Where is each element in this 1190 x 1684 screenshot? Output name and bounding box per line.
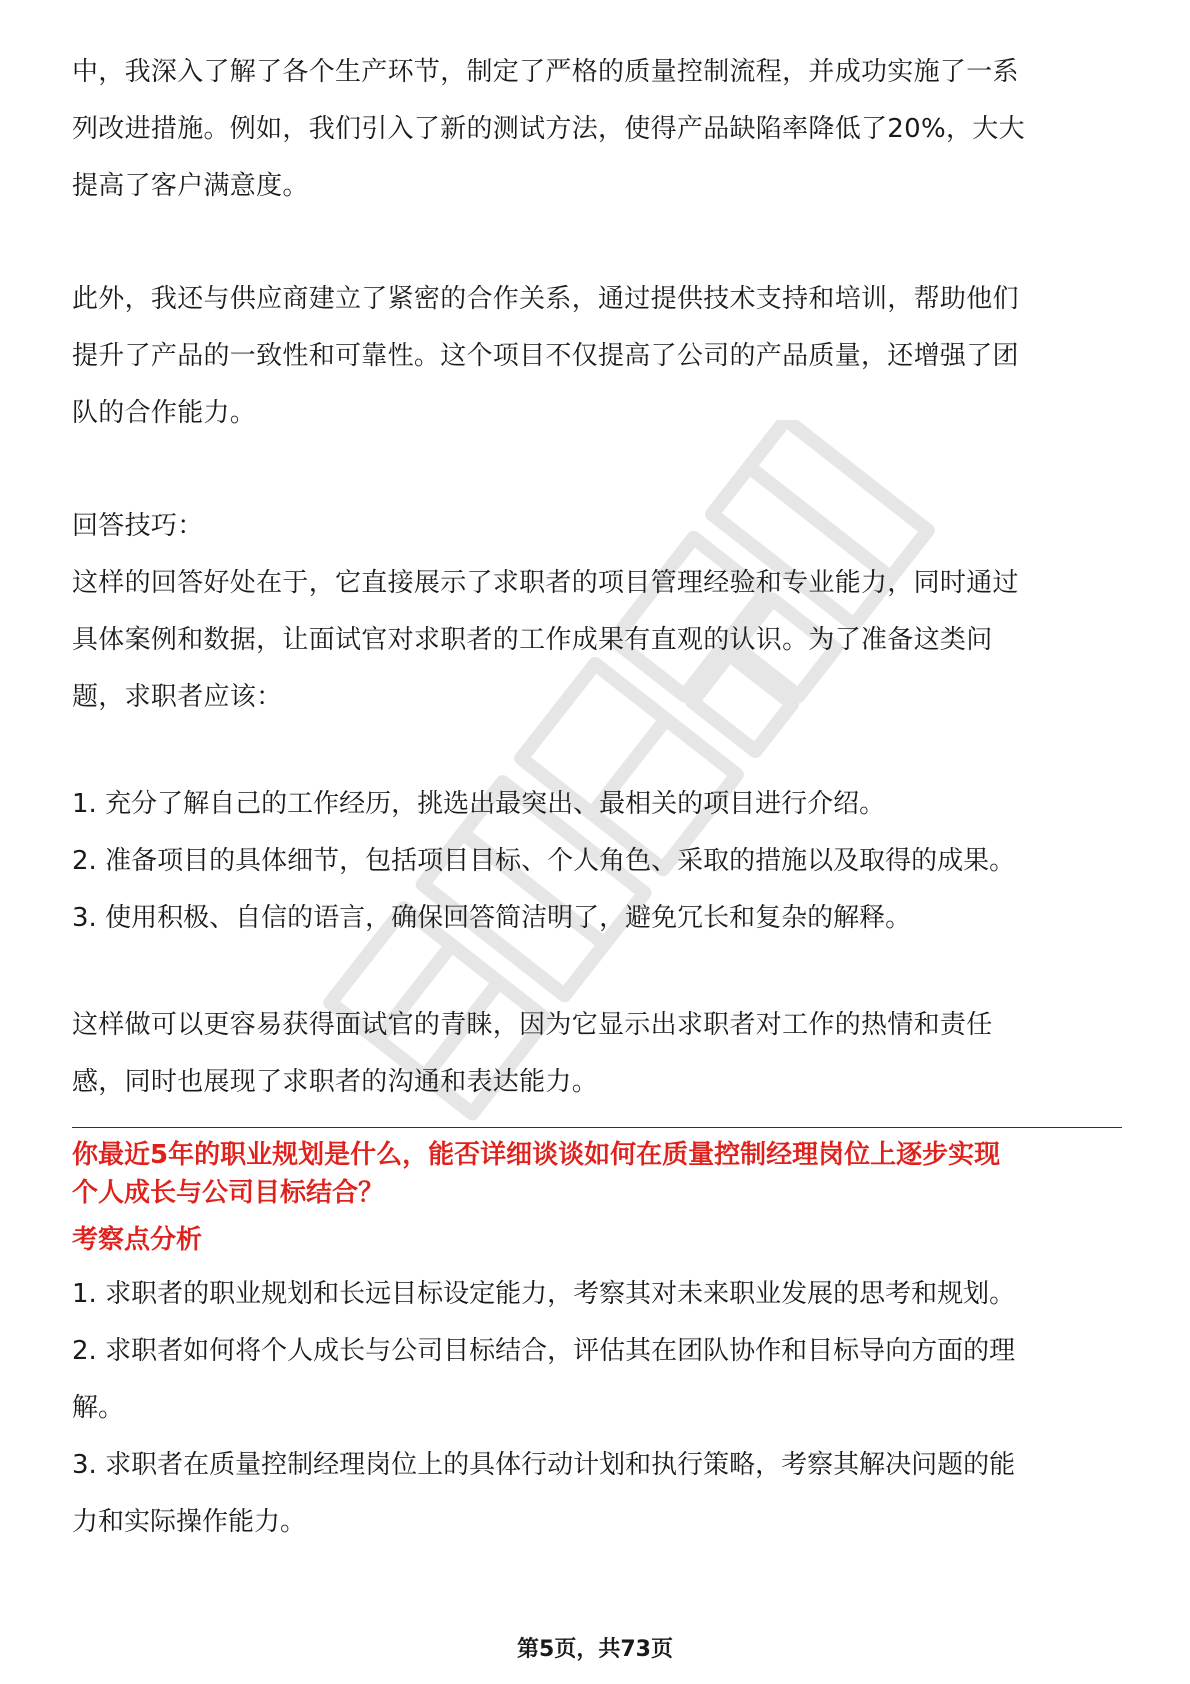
text-line: 提高了客户满意度。 xyxy=(72,171,309,201)
list-item xyxy=(72,1437,1122,1551)
list-item xyxy=(72,1323,1122,1437)
text-line: 感，同时也展现了求职者的沟通和表达能力。 xyxy=(72,1067,599,1097)
question-line: 个人成长与公司目标结合？ xyxy=(72,1178,385,1208)
section-divider xyxy=(72,1127,1122,1128)
text-line: 列改进措施。例如，我们引入了新的测试方法，使得产品缺陷率降低了20%，大大 xyxy=(72,114,1025,144)
paragraph-conclusion xyxy=(72,997,1122,1111)
paragraph-supplier xyxy=(72,271,1122,442)
text-line: 队的合作能力。 xyxy=(72,398,257,428)
main-content xyxy=(72,44,1122,1551)
tips-label: 回答技巧： xyxy=(72,511,204,541)
text-line: 这样的回答好处在于，它直接展示了求职者的项目管理经验和专业能力，同时通过 xyxy=(72,568,1019,598)
text-line: 此外，我还与供应商建立了紧密的合作关系，通过提供技术支持和培训，帮助他们 xyxy=(72,284,1019,314)
list-item xyxy=(72,1266,1122,1323)
text-line: 中，我深入了解了各个生产环节，制定了严格的质量控制流程，并成功实施了一系 xyxy=(72,57,1019,87)
text-line: 题，求职者应该： xyxy=(72,682,283,712)
analysis-title: 考察点分析 xyxy=(72,1225,203,1255)
page-number: 第5页，共73页 xyxy=(517,1637,673,1662)
paragraph-tips xyxy=(72,555,1122,726)
list-item: 3. 使用积极、自信的语言，确保回答简洁明了，避免冗长和复杂的解释。 xyxy=(72,903,912,933)
tips-list xyxy=(72,776,1122,947)
text-line: 1. 求职者的职业规划和长远目标设定能力，考察其对未来职业发展的思考和规划。 xyxy=(72,1279,1016,1309)
question-line: 你最近5年的职业规划是什么，能否详细谈谈如何在质量控制经理岗位上逐步实现 xyxy=(72,1140,1001,1170)
text-line: 力和实际操作能力。 xyxy=(72,1507,307,1537)
list-item: 1. 充分了解自己的工作经历，挑选出最突出、最相关的项目进行介绍。 xyxy=(72,789,886,819)
paragraph-project-intro xyxy=(72,44,1122,215)
text-line: 这样做可以更容易获得面试官的青睐，因为它显示出求职者对工作的热情和责任 xyxy=(72,1010,993,1040)
text-line: 2. 求职者如何将个人成长与公司目标结合，评估其在团队协作和目标导向方面的理 xyxy=(72,1336,1016,1366)
text-line: 提升了产品的一致性和可靠性。这个项目不仅提高了公司的产品质量，还增强了团 xyxy=(72,341,1019,371)
analysis-list xyxy=(72,1266,1122,1551)
text-line: 3. 求职者在质量控制经理岗位上的具体行动计划和执行策略，考察其解决问题的能 xyxy=(72,1450,1016,1480)
text-line: 具体案例和数据，让面试官对求职者的工作成果有直观的认识。为了准备这类问 xyxy=(72,625,993,655)
question-heading xyxy=(72,1136,1122,1212)
list-item: 2. 准备项目的具体细节，包括项目目标、个人角色、采取的措施以及取得的成果。 xyxy=(72,846,1016,876)
text-line: 解。 xyxy=(72,1393,125,1423)
